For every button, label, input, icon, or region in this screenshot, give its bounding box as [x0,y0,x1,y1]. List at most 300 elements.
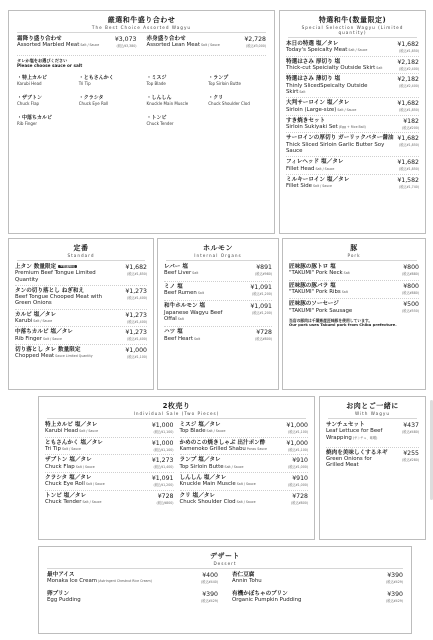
item-name-en: Chuck Eye Roll Salt / Sauce [45,481,105,488]
price-value: ¥2,182 [397,58,419,66]
item-price [125,347,147,359]
price-value: ¥2,728 [244,36,266,43]
item-note: Salt / Sauce [312,184,332,189]
price-value: ¥1,273 [151,457,174,465]
item-divider [286,56,419,57]
cut-option [17,114,75,126]
item-name-jp: ともさんかく 塩／タレ [45,439,103,446]
item-name-jp: 最中アイス [47,572,75,578]
item-price [397,41,419,53]
cut-option-en: Top Sirloin Butte [208,80,241,86]
price-tax: (税込¥1,400) [126,295,147,300]
dessert-section [38,546,412,634]
price-value: ¥910 [292,474,308,482]
item-price [402,118,419,130]
item-price [397,76,419,88]
item-name-jp: 有機かぼちゃのプリン [232,590,288,597]
item-name-jp: しんしん 塩／タレ [179,474,227,481]
item-name-jp: 切り落とし タレ 数量限定 [15,346,81,353]
item-name-en: Organic Pumpkin Pudding [232,597,302,604]
pork-title: 豚 [350,244,358,252]
item-name-en: Chuck Tender Salt / Sauce [45,498,102,505]
item-name-en: Sirloin Sukiyaki Set (Egg + Rice Ball) [286,124,366,131]
item-name-en: Egg Pudding [47,597,81,604]
item-name-en: Thick-cut Speicialty Outside Skirt Salt [286,65,383,72]
item-name-jp: トンビ 塩／タレ [45,492,87,499]
item-price [402,422,419,434]
menu-item [15,264,147,283]
price-tax: (税込¥1,100) [153,447,174,452]
menu-item [164,303,272,322]
item-note: Salt [192,336,201,341]
item-name-en: Annin Tohu [232,578,262,585]
menu-page [8,10,426,638]
horumon-section [157,238,279,390]
item-divider [289,280,419,281]
cut-option-en: Karubi Head [17,80,42,86]
item-name-jp: ミスジ 塩／タレ [179,422,221,428]
two-title: 2枚売り [162,402,191,410]
item-price [397,159,419,171]
item-divider [180,454,309,455]
item-price [288,457,308,469]
item-name-jp: ミノ 塩 [164,283,183,290]
item-divider [286,156,419,157]
item-price [125,312,147,324]
item-name-en: Karubi Head Salt / Sauce [45,428,99,435]
cut-option-jp: ・特上カルビ [17,74,48,81]
item-note: Salt / Sauce [205,429,226,434]
price-value: ¥3,073 [114,36,137,43]
item-price [397,135,419,147]
item-name-jp: かめのこの焼きしゃぶ 出汁ポン酢 [179,439,266,446]
item-price [397,100,419,112]
price-value: ¥1,273 [125,329,147,337]
price-value: ¥1,682 [125,264,147,271]
price-value: ¥1,000 [151,422,174,429]
item-name-en: Beef Rumen Salt [164,290,204,297]
price-tax: (税込¥280) [402,457,419,462]
item-name-jp: 杏仁豆腐 [232,572,255,578]
item-name-en: Thinly SlicedSpeicalty Outside Skirt Salt [286,82,368,95]
item-note: Salt [342,271,350,276]
price-tax: (税込¥1,100) [126,354,147,359]
item-note: Salt / Sauce [41,336,62,341]
item-price [386,572,403,584]
price-tax: (税込¥1,000) [287,482,308,487]
item-name-en: Chuck Shoulder Clod Salt / Sauce [179,498,256,505]
item-name-jp: ミルキーロイン 塩／タレ [286,176,350,183]
price-tax: (税込¥1,400) [153,465,174,470]
item-note: Salt / Sauce [336,107,357,112]
price-tax: (税込¥1,200) [251,291,272,296]
item-divider [326,447,419,448]
item-divider [180,437,309,438]
price-value: ¥728 [256,329,272,337]
cut-option [208,114,266,126]
item-divider [286,174,419,175]
item-name-jp: レバー 塩 [164,264,188,270]
item-price [152,457,174,469]
price-value: ¥1,682 [397,41,419,48]
item-name-en: Chuck Flap Salt / Sauce [45,463,95,470]
item-price [125,264,147,276]
item-price [244,36,266,48]
pork-section [282,238,426,390]
item-price [402,264,419,276]
menu-item [326,450,419,469]
cut-option-en: Knuckle Main Muscle [146,100,189,106]
horumon-subtitle: Internal Organs [166,253,270,261]
item-name-en: Top Sirloin Butte Salt / Sauce [179,463,244,470]
item-note: Salt [340,290,348,295]
item-price [152,440,174,452]
price-value: ¥1,000 [286,422,308,429]
item-price [115,36,137,48]
price-tax: (税込¥1,850) [126,272,147,276]
price-value: ¥800 [403,264,419,271]
two-pieces-section [38,396,315,540]
menu-item [180,457,309,470]
item-note: Salt / Sauce [199,43,220,48]
item-note: Salt [191,271,199,276]
item-name-jp: 大判サーロイン 塩／タレ [286,100,350,107]
item-name-jp: ザブトン 塩／タレ [45,457,92,464]
dessert-subtitle: Dessert [47,561,403,569]
cut-option-jp: ・中落ちカルビ [17,114,53,121]
choose-label-jp: タレか塩をお選びください [17,57,68,63]
menu-item [47,572,218,585]
pork-body [283,264,425,314]
price-value: ¥1,273 [125,287,147,295]
item-price [201,591,218,603]
item-name-jp: クリ 塩／タレ [179,492,216,499]
item-name-en: Fillet Head Salt / Sauce [286,165,335,172]
item-name-en: "TAKUMI" Pork Sausage [289,307,353,314]
price-tax: (税込¥480) [402,430,419,434]
price-tax: (税込¥550) [402,309,419,314]
price-tax: (税込¥1,850) [398,143,419,148]
price-value: ¥1,091 [250,303,272,311]
cut-option-jp: ・しんしん [146,94,172,101]
price-value: ¥1,000 [286,439,308,447]
item-name-en: Chopped Meat Sauce Limited Quantity [15,353,93,360]
price-value: ¥500 [403,301,419,309]
price-tax: (税込¥1,100) [153,430,174,434]
cut-option-en: Chuck Shoulder Clod [208,100,250,106]
menu-item [45,422,174,435]
price-tax: (税込¥429) [201,598,218,603]
pork-subtitle: Pork [291,253,417,261]
item-name-jp: 霜降り盛り合わせ [17,36,62,42]
cut-option-jp: ・ミスジ [146,74,167,81]
two-right-column [180,422,309,507]
item-price [125,288,147,300]
limited-badge: ※数量限定 [60,263,75,268]
item-note: Salt [196,291,204,296]
item-note: Salt / Sauce [78,429,99,434]
item-price [250,284,272,296]
item-divider [45,454,174,455]
standard-title: 定番 [73,244,89,252]
with-section [319,396,426,540]
item-price [286,422,308,434]
assorted-items [17,36,266,53]
menu-item [232,572,403,585]
item-name-en: Kamenoko Grilled Shabu Ponzu Sauce [179,446,268,453]
price-value: ¥891 [256,264,272,271]
price-value: ¥1,682 [397,159,419,167]
menu-item [286,135,419,154]
price-tax: (税込¥2,400) [398,66,419,71]
menu-item [45,440,174,453]
menu-item [180,475,309,488]
item-note: Salt / Sauce [314,166,335,171]
cut-option-jp: ・ともさんかく [78,74,114,81]
price-value: ¥255 [403,449,419,457]
menu-item [15,312,147,325]
item-note: Ponzu Sauce [245,447,268,452]
special-subtitle: Special Selection Wagyu (Limited quantity) [288,25,417,38]
price-tax: (税込¥1,400) [126,319,147,324]
item-price [125,329,147,341]
item-name-en: Karubi Salt / Sauce [15,318,53,325]
cut-option-en: Chuck Eye Roll [78,100,109,106]
item-name-en: Premium Beef Tongue Limited Quantity [15,270,96,283]
item-divider [286,97,419,98]
price-tax: (税込¥1,100) [287,430,308,434]
menu-item [286,177,419,190]
item-name-jp: 本日の特選 塩／タレ [286,41,339,47]
price-tax: (税込¥800) [291,500,308,505]
item-name-en: Monaka Ice Cream (Astringent Chestnut Rice Cream) [47,578,152,585]
price-tax: (税込¥440) [201,580,218,584]
menu-item [286,59,419,72]
item-divider [289,298,419,299]
item-note: Salt / Sauce [223,464,244,469]
price-value: ¥390 [387,590,403,598]
menu-item [289,301,419,314]
item-name-en: Tri Tip Salt / Sauce [45,446,81,453]
menu-item [45,457,174,470]
cut-option [79,94,137,106]
cut-option [147,94,205,106]
item-note: (Astringent Chestnut Rice Cream) [97,579,152,584]
with-title: お肉とご一緒に [346,402,399,410]
assorted-subtitle: The Best Choice Assorted Wagyu [17,25,266,33]
two-subtitle: Individual Sale (Two Pieces) [47,411,306,419]
item-name-jp: 匠味豚の豚トロ 塩 [289,264,336,270]
price-tax: (税込¥1,200) [153,482,174,487]
item-name-en: Fillet Side Salt / Sauce [286,183,332,190]
assorted-title: 厳選和牛盛り合わせ [107,16,176,24]
item-note: Salt / Sauce [84,482,105,487]
price-tax: (税込¥1,100) [287,447,308,452]
menu-item [47,591,218,604]
menu-item [180,493,309,506]
item-price [402,450,419,462]
price-value: ¥400 [202,572,218,579]
item-name-jp: サーロインの厚切り ガーリックバター醤油 [286,135,394,142]
item-divider [15,326,147,327]
menu-item [147,36,267,49]
price-value: ¥2,182 [397,76,419,84]
cut-option-jp: ・ランプ [208,74,229,81]
item-divider [286,132,419,133]
item-note: Salt / Sauce [60,447,81,452]
item-name-en: Assorted Marbled Meat Salt / Sauce [17,42,100,49]
price-tax: (税込¥3,380) [116,44,137,48]
item-name-en: Leaf Lettuce for Beef Wrapping (サンチュ、味噌) [326,428,383,441]
menu-item [180,440,309,453]
item-name-jp: 特選はさみ 薄切り 塩 [286,76,341,83]
item-name-en: Thick Sliced Sirloin Garlic Butter Soy Sauce [286,141,385,154]
standard-subtitle: Standard [17,253,145,261]
item-name-jp: ハツ 塩 [164,329,183,336]
price-value: ¥1,000 [125,346,147,354]
item-name-en: "TAKUMI" Pork Neck Salt [289,270,350,277]
item-divider [15,285,147,286]
price-value: ¥728 [292,492,308,500]
item-name-jp: 特選はさみ 厚切り 塩 [286,58,341,65]
special-title: 特選和牛(数量限定) [318,16,387,24]
item-price [402,301,419,313]
item-name-jp: カルビ 塩／タレ [15,311,57,318]
item-name-jp: すき焼きセット [286,117,326,124]
cut-option [208,94,266,106]
price-tax: (税込¥1,400) [126,337,147,342]
item-note: Salt / Sauce [235,499,256,504]
item-note: Salt [298,89,306,94]
item-price [250,303,272,315]
item-name-jp: 中落ちカルビ 塩／タレ [15,329,73,336]
price-tax: (税込¥1,200) [251,311,272,316]
menu-item [45,475,174,488]
menu-item [232,591,403,604]
price-tax: (税込¥800) [255,337,272,342]
pork-footnote-en: Our pork uses Takumi pork from Chiba prefecture. [289,322,397,328]
menu-item [17,36,137,49]
menu-item [286,76,419,95]
item-name-jp: ランプ 塩／タレ [179,457,221,464]
item-name-jp: クラシタ 塩／タレ [45,474,92,481]
item-name-en: Rib Finger Salt / Sauce [15,335,62,342]
item-name-en: "TAKUMI" Pork Ribs Salt [289,289,348,296]
menu-item [45,493,174,506]
item-name-jp: 焼肉を美味しくするネギ [326,449,388,456]
item-name-jp: サンチュセット [326,422,365,428]
item-note: Sauce Limited Quantity [54,354,93,359]
price-value: ¥800 [403,282,419,290]
item-note: Salt / Sauce [32,319,53,324]
menu-item [164,284,272,297]
cut-option-jp: ・ザブトン [17,94,43,101]
item-name-en: Japanese Wagyu Beef Offal Salt [164,309,223,322]
item-price [402,283,419,295]
item-divider [180,490,309,491]
cut-option-en: Top Blade [146,80,166,86]
menu-item [289,283,419,296]
price-value: ¥1,682 [397,100,419,108]
dessert-title: デザート [210,552,240,560]
item-name-en: Green Onions for Grilled Meat [326,456,372,469]
item-name-en: Top Blade Salt / Sauce [179,428,226,435]
menu-item [164,264,272,277]
item-note: Salt [176,316,184,321]
cut-option-jp: ・クラシタ [78,94,104,101]
item-name-jp: フィレヘッド 塩／タレ [286,159,344,166]
item-price [157,493,174,505]
item-name-jp: 特上カルビ 塩／タレ [45,422,98,428]
menu-item [15,329,147,342]
price-value: ¥1,682 [397,135,419,143]
cut-option [147,74,205,86]
item-price [386,591,403,603]
item-note: (サンチュ、味噌) [351,435,378,440]
price-tax: (税込¥200) [402,125,419,130]
price-value: ¥182 [403,117,419,125]
pork-footnote [283,317,425,328]
item-note: Salt / Sauce [235,482,256,487]
item-divider [45,490,174,491]
item-name-en: Beef Liver Salt [164,270,199,277]
standard-body [9,264,153,360]
cut-option-en: Tri Tip [78,80,91,86]
item-divider [286,73,419,74]
price-tax: (税込¥880) [402,290,419,295]
item-price [286,440,308,452]
item-price [397,59,419,71]
price-tax: (税込¥1,850) [398,49,419,53]
price-value: ¥437 [403,422,419,429]
item-price [201,572,218,584]
item-divider [45,472,174,473]
item-divider [15,309,147,310]
menu-item [15,347,147,360]
item-divider [286,115,419,116]
special-body [280,41,425,189]
cut-option [79,74,137,86]
menu-item [286,100,419,113]
item-name-jp: 匠味豚の豚バラ 塩 [289,282,336,289]
assorted-divider [17,55,266,56]
price-tax: (税込¥3,000) [245,44,266,48]
item-divider [164,281,272,282]
menu-item [164,329,272,342]
item-price [288,475,308,487]
dessert-body [39,572,411,607]
price-value: ¥728 [157,492,174,500]
price-tax: (税込¥880) [402,272,419,276]
price-tax: (税込¥429) [386,580,403,584]
cut-option [17,94,75,106]
item-price [255,329,272,341]
item-price [255,264,272,276]
with-subtitle: With Wagyu [328,411,417,419]
item-note: Salt / Sauce [79,43,100,48]
cut-option-en: Chuck Tender [146,120,174,126]
standard-section [8,238,154,390]
item-price [397,177,419,189]
item-name-en: Today's Speicalty Meat Salt / Sauce [286,47,368,54]
item-name-jp: 匠味豚のソーセージ [289,301,339,308]
item-name-en: Beef Heart Salt [164,335,201,342]
item-note: Salt / Sauce [74,464,95,469]
item-price [152,422,174,434]
cut-option [208,74,266,86]
price-value: ¥1,000 [151,439,174,447]
two-left-column [45,422,174,507]
